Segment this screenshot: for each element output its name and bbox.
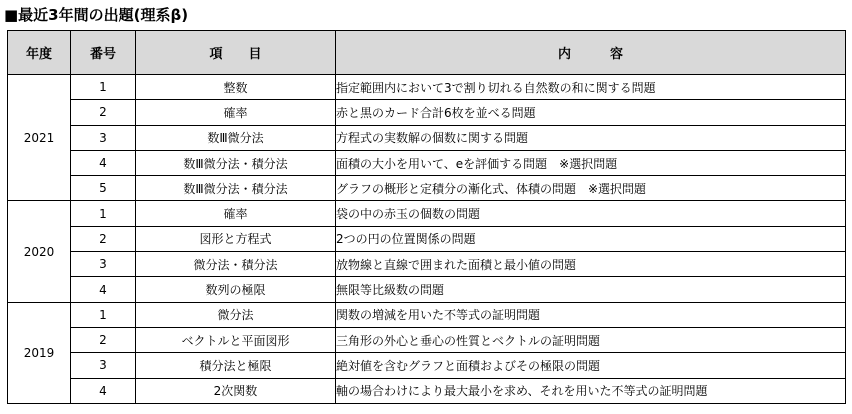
content-cell: 指定範囲内において3で割り切れる自然数の和に関する問題	[336, 75, 846, 100]
item-cell: 積分法と極限	[136, 353, 336, 378]
page-title: ■最近3年間の出題(理系β)	[4, 6, 189, 24]
number-cell: 1	[71, 201, 136, 226]
table-row	[8, 150, 846, 175]
year-cell: 2020	[8, 201, 71, 302]
number-cell: 4	[71, 150, 136, 175]
item-cell: 確率	[136, 100, 336, 125]
item-cell: 整数	[136, 75, 336, 100]
content-cell: 袋の中の赤玉の個数の問題	[336, 201, 846, 226]
table-row	[8, 327, 846, 352]
number-cell: 1	[71, 75, 136, 100]
table-row	[8, 252, 846, 277]
item-cell: ベクトルと平面図形	[136, 327, 336, 352]
content-cell: 無限等比級数の問題	[336, 277, 846, 302]
table-row	[8, 226, 846, 251]
table-row	[8, 378, 846, 403]
exam-questions-table	[7, 30, 846, 404]
number-cell: 4	[71, 277, 136, 302]
number-cell: 2	[71, 100, 136, 125]
content-cell: 放物線と直線で囲まれた面積と最小値の問題	[336, 252, 846, 277]
content-cell: 関数の増減を用いた不等式の証明問題	[336, 302, 846, 327]
item-cell: 確率	[136, 201, 336, 226]
table-row	[8, 302, 846, 327]
table-row	[8, 176, 846, 201]
content-cell: 赤と黒のカード合計6枚を並べる問題	[336, 100, 846, 125]
table-row	[8, 353, 846, 378]
item-cell: 図形と方程式	[136, 226, 336, 251]
header-number: 番号	[71, 31, 136, 75]
number-cell: 3	[71, 252, 136, 277]
table-row	[8, 277, 846, 302]
item-cell: 数Ⅲ微分法・積分法	[136, 150, 336, 175]
content-cell: 2つの円の位置関係の問題	[336, 226, 846, 251]
table-row	[8, 100, 846, 125]
content-cell: 方程式の実数解の個数に関する問題	[336, 125, 846, 150]
year-cell: 2019	[8, 302, 71, 403]
number-cell: 5	[71, 176, 136, 201]
table-row	[8, 75, 846, 100]
item-cell: 数列の極限	[136, 277, 336, 302]
item-cell: 数Ⅲ微分法・積分法	[136, 176, 336, 201]
item-cell: 微分法・積分法	[136, 252, 336, 277]
table-header-row	[8, 31, 846, 75]
number-cell: 2	[71, 327, 136, 352]
header-content: 内 容	[336, 31, 846, 75]
number-cell: 2	[71, 226, 136, 251]
year-cell: 2021	[8, 75, 71, 201]
item-cell: 2次関数	[136, 378, 336, 403]
table-row	[8, 201, 846, 226]
content-cell: 絶対値を含むグラフと面積およびその極限の問題	[336, 353, 846, 378]
number-cell: 3	[71, 353, 136, 378]
item-cell: 数Ⅲ微分法	[136, 125, 336, 150]
item-cell: 微分法	[136, 302, 336, 327]
content-cell: 軸の場合わけにより最大最小を求め、それを用いた不等式の証明問題	[336, 378, 846, 403]
number-cell: 4	[71, 378, 136, 403]
table-row	[8, 125, 846, 150]
number-cell: 1	[71, 302, 136, 327]
content-cell: 面積の大小を用いて、eを評価する問題 ※選択問題	[336, 150, 846, 175]
content-cell: 三角形の外心と垂心の性質とベクトルの証明問題	[336, 327, 846, 352]
content-cell: グラフの概形と定積分の漸化式、体積の問題 ※選択問題	[336, 176, 846, 201]
header-item: 項 目	[136, 31, 336, 75]
number-cell: 3	[71, 125, 136, 150]
header-year: 年度	[8, 31, 71, 75]
